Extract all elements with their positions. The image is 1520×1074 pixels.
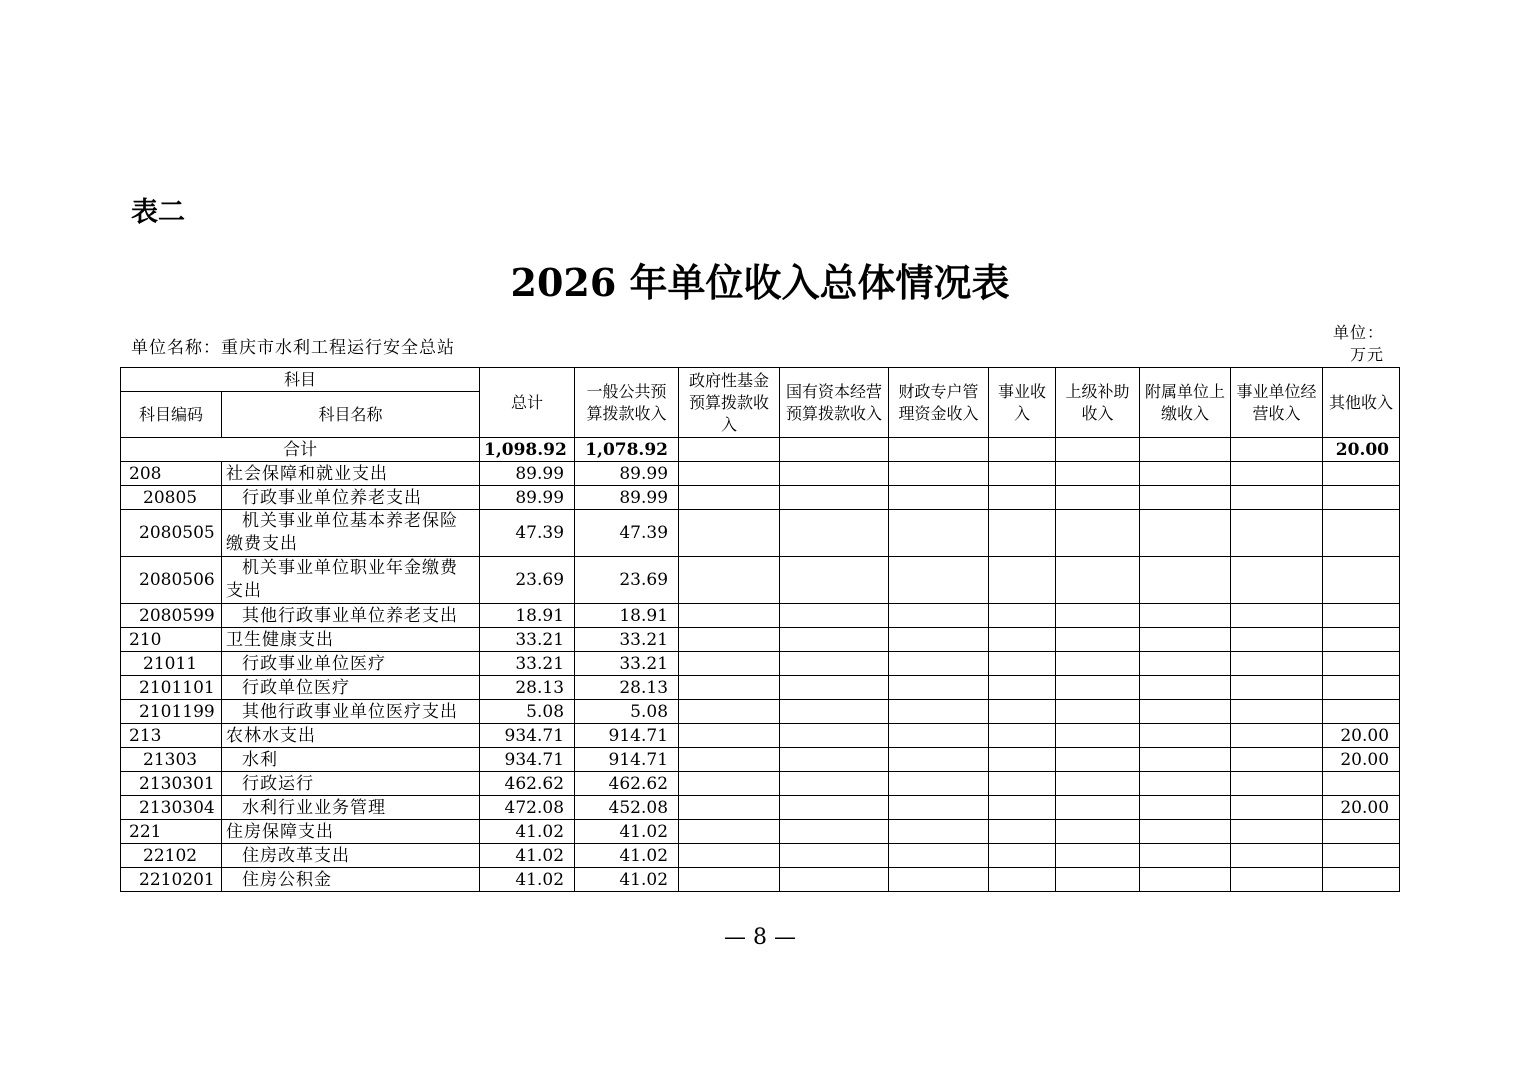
row-general: 47.39	[575, 510, 679, 557]
income-table	[120, 367, 1400, 892]
document-title: 2026 年单位收入总体情况表	[510, 260, 1010, 305]
row-name: 水利	[222, 748, 480, 772]
row-total: 462.62	[480, 772, 575, 796]
header-affiliated: 附属单位上缴收入	[1140, 368, 1231, 438]
header-business: 事业收入	[989, 368, 1056, 438]
row-general: 914.71	[575, 748, 679, 772]
header-total: 总计	[480, 368, 575, 438]
row-code: 2101199	[121, 700, 222, 724]
row-code: 21011	[121, 652, 222, 676]
row-other	[1323, 772, 1400, 796]
row-other	[1323, 676, 1400, 700]
total-total: 1,098.92	[480, 438, 575, 462]
row-general: 5.08	[575, 700, 679, 724]
row-total: 33.21	[480, 652, 575, 676]
unit-label-line1: 单位：	[1333, 323, 1385, 342]
row-total: 23.69	[480, 557, 575, 604]
row-code: 2130304	[121, 796, 222, 820]
row-total: 934.71	[480, 748, 575, 772]
row-code: 2101101	[121, 676, 222, 700]
total-other: 20.00	[1323, 438, 1400, 462]
row-general: 18.91	[575, 604, 679, 628]
header-gov-fund: 政府性基金预算拨款收入	[679, 368, 780, 438]
row-code: 2080506	[121, 557, 222, 604]
row-other: 20.00	[1323, 796, 1400, 820]
row-general: 89.99	[575, 486, 679, 510]
table-row	[121, 676, 1400, 700]
row-general: 41.02	[575, 868, 679, 892]
row-name: 行政运行	[222, 772, 480, 796]
row-general: 914.71	[575, 724, 679, 748]
row-code: 2210201	[121, 868, 222, 892]
row-general: 28.13	[575, 676, 679, 700]
row-general: 33.21	[575, 628, 679, 652]
row-general: 41.02	[575, 844, 679, 868]
row-total: 41.02	[480, 868, 575, 892]
row-general: 462.62	[575, 772, 679, 796]
row-other	[1323, 820, 1400, 844]
row-total: 33.21	[480, 628, 575, 652]
row-other	[1323, 652, 1400, 676]
row-name: 其他行政事业单位养老支出	[222, 604, 480, 628]
row-code: 21303	[121, 748, 222, 772]
row-other	[1323, 844, 1400, 868]
row-code: 2130301	[121, 772, 222, 796]
table-number-label: 表二	[131, 197, 185, 228]
row-name: 水利行业业务管理	[222, 796, 480, 820]
header-code: 科目编码	[121, 392, 222, 438]
row-code: 210	[121, 628, 222, 652]
row-code: 2080599	[121, 604, 222, 628]
row-code: 213	[121, 724, 222, 748]
unit-name: 单位名称：重庆市水利工程运行安全总站	[131, 338, 455, 358]
header-superior: 上级补助收入	[1056, 368, 1140, 438]
header-name: 科目名称	[222, 392, 480, 438]
table-row	[121, 604, 1400, 628]
row-name: 住房公积金	[222, 868, 480, 892]
row-name: 其他行政事业单位医疗支出	[222, 700, 480, 724]
row-other	[1323, 557, 1400, 604]
row-total: 18.91	[480, 604, 575, 628]
table-row	[121, 724, 1400, 748]
row-general: 89.99	[575, 462, 679, 486]
row-name: 行政单位医疗	[222, 676, 480, 700]
row-total: 89.99	[480, 462, 575, 486]
table-row	[121, 462, 1400, 486]
table-row	[121, 772, 1400, 796]
row-code: 208	[121, 462, 222, 486]
row-name: 住房改革支出	[222, 844, 480, 868]
row-other	[1323, 868, 1400, 892]
row-name: 行政事业单位养老支出	[222, 486, 480, 510]
page-number: — 8 —	[724, 925, 796, 950]
row-name: 社会保障和就业支出	[222, 462, 480, 486]
unit-label	[1333, 322, 1384, 366]
row-other: 20.00	[1323, 748, 1400, 772]
row-other	[1323, 510, 1400, 557]
row-name: 机关事业单位基本养老保险缴费支出	[222, 510, 480, 557]
table-row	[121, 868, 1400, 892]
row-total: 28.13	[480, 676, 575, 700]
row-code: 221	[121, 820, 222, 844]
table-row	[121, 700, 1400, 724]
row-other	[1323, 628, 1400, 652]
row-total: 472.08	[480, 796, 575, 820]
table-row	[121, 628, 1400, 652]
row-name: 农林水支出	[222, 724, 480, 748]
row-name: 卫生健康支出	[222, 628, 480, 652]
row-total: 934.71	[480, 724, 575, 748]
table-row	[121, 844, 1400, 868]
table-row	[121, 510, 1400, 557]
unit-label-line2: 万元	[1350, 345, 1385, 364]
table-row	[121, 820, 1400, 844]
row-other	[1323, 700, 1400, 724]
row-other	[1323, 486, 1400, 510]
row-name: 机关事业单位职业年金缴费支出	[222, 557, 480, 604]
total-label: 合计	[121, 438, 480, 462]
row-other: 20.00	[1323, 724, 1400, 748]
header-subject: 科目	[121, 368, 480, 392]
row-total: 41.02	[480, 820, 575, 844]
row-total: 5.08	[480, 700, 575, 724]
header-other: 其他收入	[1323, 368, 1400, 438]
table-row	[121, 486, 1400, 510]
row-general: 41.02	[575, 820, 679, 844]
table-row	[121, 796, 1400, 820]
row-code: 2080505	[121, 510, 222, 557]
row-code: 22102	[121, 844, 222, 868]
row-code: 20805	[121, 486, 222, 510]
row-other	[1323, 604, 1400, 628]
table-row	[121, 557, 1400, 604]
table-row	[121, 652, 1400, 676]
row-total: 89.99	[480, 486, 575, 510]
row-name: 住房保障支出	[222, 820, 480, 844]
row-general: 452.08	[575, 796, 679, 820]
header-fiscal-special: 财政专户管理资金收入	[889, 368, 989, 438]
row-name: 行政事业单位医疗	[222, 652, 480, 676]
header-general: 一般公共预算拨款收入	[575, 368, 679, 438]
table-row	[121, 748, 1400, 772]
total-general: 1,078.92	[575, 438, 679, 462]
row-total: 41.02	[480, 844, 575, 868]
header-operating: 事业单位经营收入	[1231, 368, 1323, 438]
row-total: 47.39	[480, 510, 575, 557]
row-general: 33.21	[575, 652, 679, 676]
total-row	[121, 438, 1400, 462]
row-other	[1323, 462, 1400, 486]
row-general: 23.69	[575, 557, 679, 604]
header-state-capital: 国有资本经营预算拨款收入	[780, 368, 889, 438]
